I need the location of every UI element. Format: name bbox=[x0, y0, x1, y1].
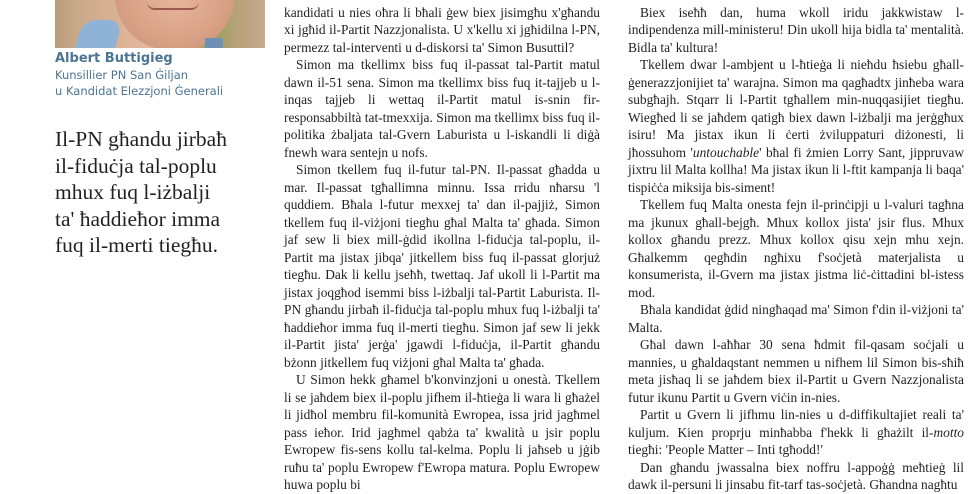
photo-caption bbox=[55, 51, 265, 99]
portrait-photo bbox=[55, 0, 265, 48]
article-column-2 bbox=[628, 0, 964, 494]
italic-term: untouchable bbox=[692, 144, 760, 160]
paragraph: Tkellem fuq Malta onesta fejn il-prinċipji u l-valuri tagħna ma jkunux għall-bejgħ. Mhux kollox jista' jsir flus. Mhux kollox għandu prezz. Mhux kollox qisu xejn mhu xejn. Għalkemm qegħdin ngħixu f'soċjetà materjalista u konsumerista, il-Gvern ma jistax jistma liċ-ċittadini bl-istess mod. bbox=[628, 197, 964, 300]
paragraph: Bħala kandidat ġdid ningħaqad ma' Simon f'din il-viżjoni ta' Malta. bbox=[628, 302, 964, 335]
author-role: u Kandidat Elezzjoni Ġenerali bbox=[55, 84, 224, 98]
shirt-shape bbox=[205, 38, 223, 48]
author-role: Kunsillier PN San Ġiljan bbox=[55, 68, 189, 82]
shirt-shape bbox=[75, 20, 123, 48]
paragraph: Simon tkellem fuq il-futur tal-PN. Il-passat għadda u mar. Il-passat tgħallimna minnu. Issa rridu nħarsu 'l quddiem. Bħala l-futur mexxej ta' dan il-pajjiż, Simon tkellem fuq il-viżjoni tiegħu għal Malta ta' għada. Simon jaf sew li biex mill-ġdid ikollna l-fiduċja tal-poplu, il-Partit ma jistax jibqa' jitkellem biss fuq il-passat glorjuż tiegħu. Dak li kellu jseħħ, twettaq. Jaf ukoll li l-Partit ma jistax joqgħod isemmi biss l-iżbalji tal-Partit Laburista. Il-PN għandu jirbaħ il-fiduċja tal-poplu mhux fuq l-iżbalji ta' ħaddieħor imma fuq il-merti tiegħu. Simon jaf sew li jekk il-Partit jista' jerġa' jgawdi l-fiduċja, il-Partit għandu bżonn jitkellem fuq viżjoni għal Malta ta' għada. bbox=[284, 162, 600, 370]
article-column-1 bbox=[284, 0, 600, 494]
pull-quote-line: il-fiduċja tal-poplu bbox=[55, 153, 217, 178]
paragraph: U Simon hekk għamel b'konvinzjoni u onestà. Tkellem li se jaħdem biex il-poplu jifhem il-ħtieġa li wara li għażel li jidħol membru fil-komunità Ewropea, issa jrid jagħmel pass ieħor. Irid jagħmel qabża ta' kwalità u jsir poplu Ewropew fis-sens kollu tal-kelma. Poplu li jaħseb u jġib ruħu ta' poplu Ewropew f'Ewropa matura. Poplu Ewropew huwa poplu bi bbox=[284, 372, 600, 492]
paragraph: kandidati u nies oħra li bħali ġew biex jisimgħu x'għandu xi jgħid il-Partit Nazzjonalista. U x'kellu xi jgħidilna l-PN, permezz tal-interventi u d-diskorsi ta' Simon Busuttil? bbox=[284, 4, 600, 55]
paragraph: Dan għandu jwassalna biex noffru l-appoġġ meħtieġ lil dawk il-persuni li jinsabu fit-tarf tas-soċjetà. Għandna nagħtu bbox=[628, 459, 964, 492]
paragraph: Partit u Gvern li jifhmu lin-nies u d-diffikultajiet reali ta' kuljum. Kien proprju minħabba f'hekk li għażilt il-motto tiegħi: 'People Matter – Inti tgħodd!' bbox=[628, 407, 964, 457]
pull-quote-line: ta' ħaddieħor imma bbox=[55, 206, 221, 231]
paragraph: Għal dawn l-aħħar 30 sena ħdmit fil-qasam soċjali u mannies, u għaldaqstant nemmen u nifhem lil Simon bis-sħiħ meta jisħaq li se jaħdem biex il-Partit u Gvern Nazzjonalista futur ikunu Partit u Gvern viċin in-nies. bbox=[628, 337, 964, 405]
mouth-shape bbox=[147, 2, 199, 10]
pull-quote-line: Il-PN għandu jirbaħ bbox=[55, 127, 227, 151]
paragraph: Biex iseħħ dan, huma wkoll iridu jakkwistaw l-indipendenza mill-ministeru! Din ukoll hija bidla ta' mentalità. Bidla ta' kultura! bbox=[628, 4, 964, 55]
paragraph: Simon ma tkellimx biss fuq il-passat tal-Partit matul dawn il-51 sena. Simon ma tkellimx biss fuq it-tajjeb u l-inqas tajjeb li wettaq il-Partit matul is-snin fir-responsabbiltà tat-tmexxija. Simon ma tkellimx biss fuq il-politika żbaljata tal-Gvern Laburista u l-iskandli li diġà fnewh wara sentejn u nofs. bbox=[284, 57, 600, 160]
pull-quote-line: fuq il-merti tiegħu. bbox=[55, 233, 219, 257]
italic-term: motto bbox=[933, 424, 964, 440]
paragraph: Tkellem dwar l-ambjent u l-ħtieġa li nieħdu ħsiebu għall-ġenerazzjonijiet ta' warajna. Simon ma qagħadtx jinħeba wara subgħajh. Stqarr li l-Partit tgħallem min-nuqqasijiet tiegħu. Wiegħed li se jaħdem qatigħ biex dawn l-iżbalji ma jerġgħux isiru! Ma jistax ikun li ċerti żviluppaturi diżonesti, li jħossuhom 'untouchable' bħal fi żmien Lorry Sant, jippruvaw jixtru lil Malta kollha! Ma jistax ikun li l-ftit kampanja li baqa' tispiċċa miksija bis-siment! bbox=[628, 57, 965, 195]
pull-quote-line: mhux fuq l-iżbalji bbox=[55, 180, 211, 204]
author-name: Albert Buttigieg bbox=[55, 51, 173, 66]
pull-quote bbox=[55, 126, 255, 259]
